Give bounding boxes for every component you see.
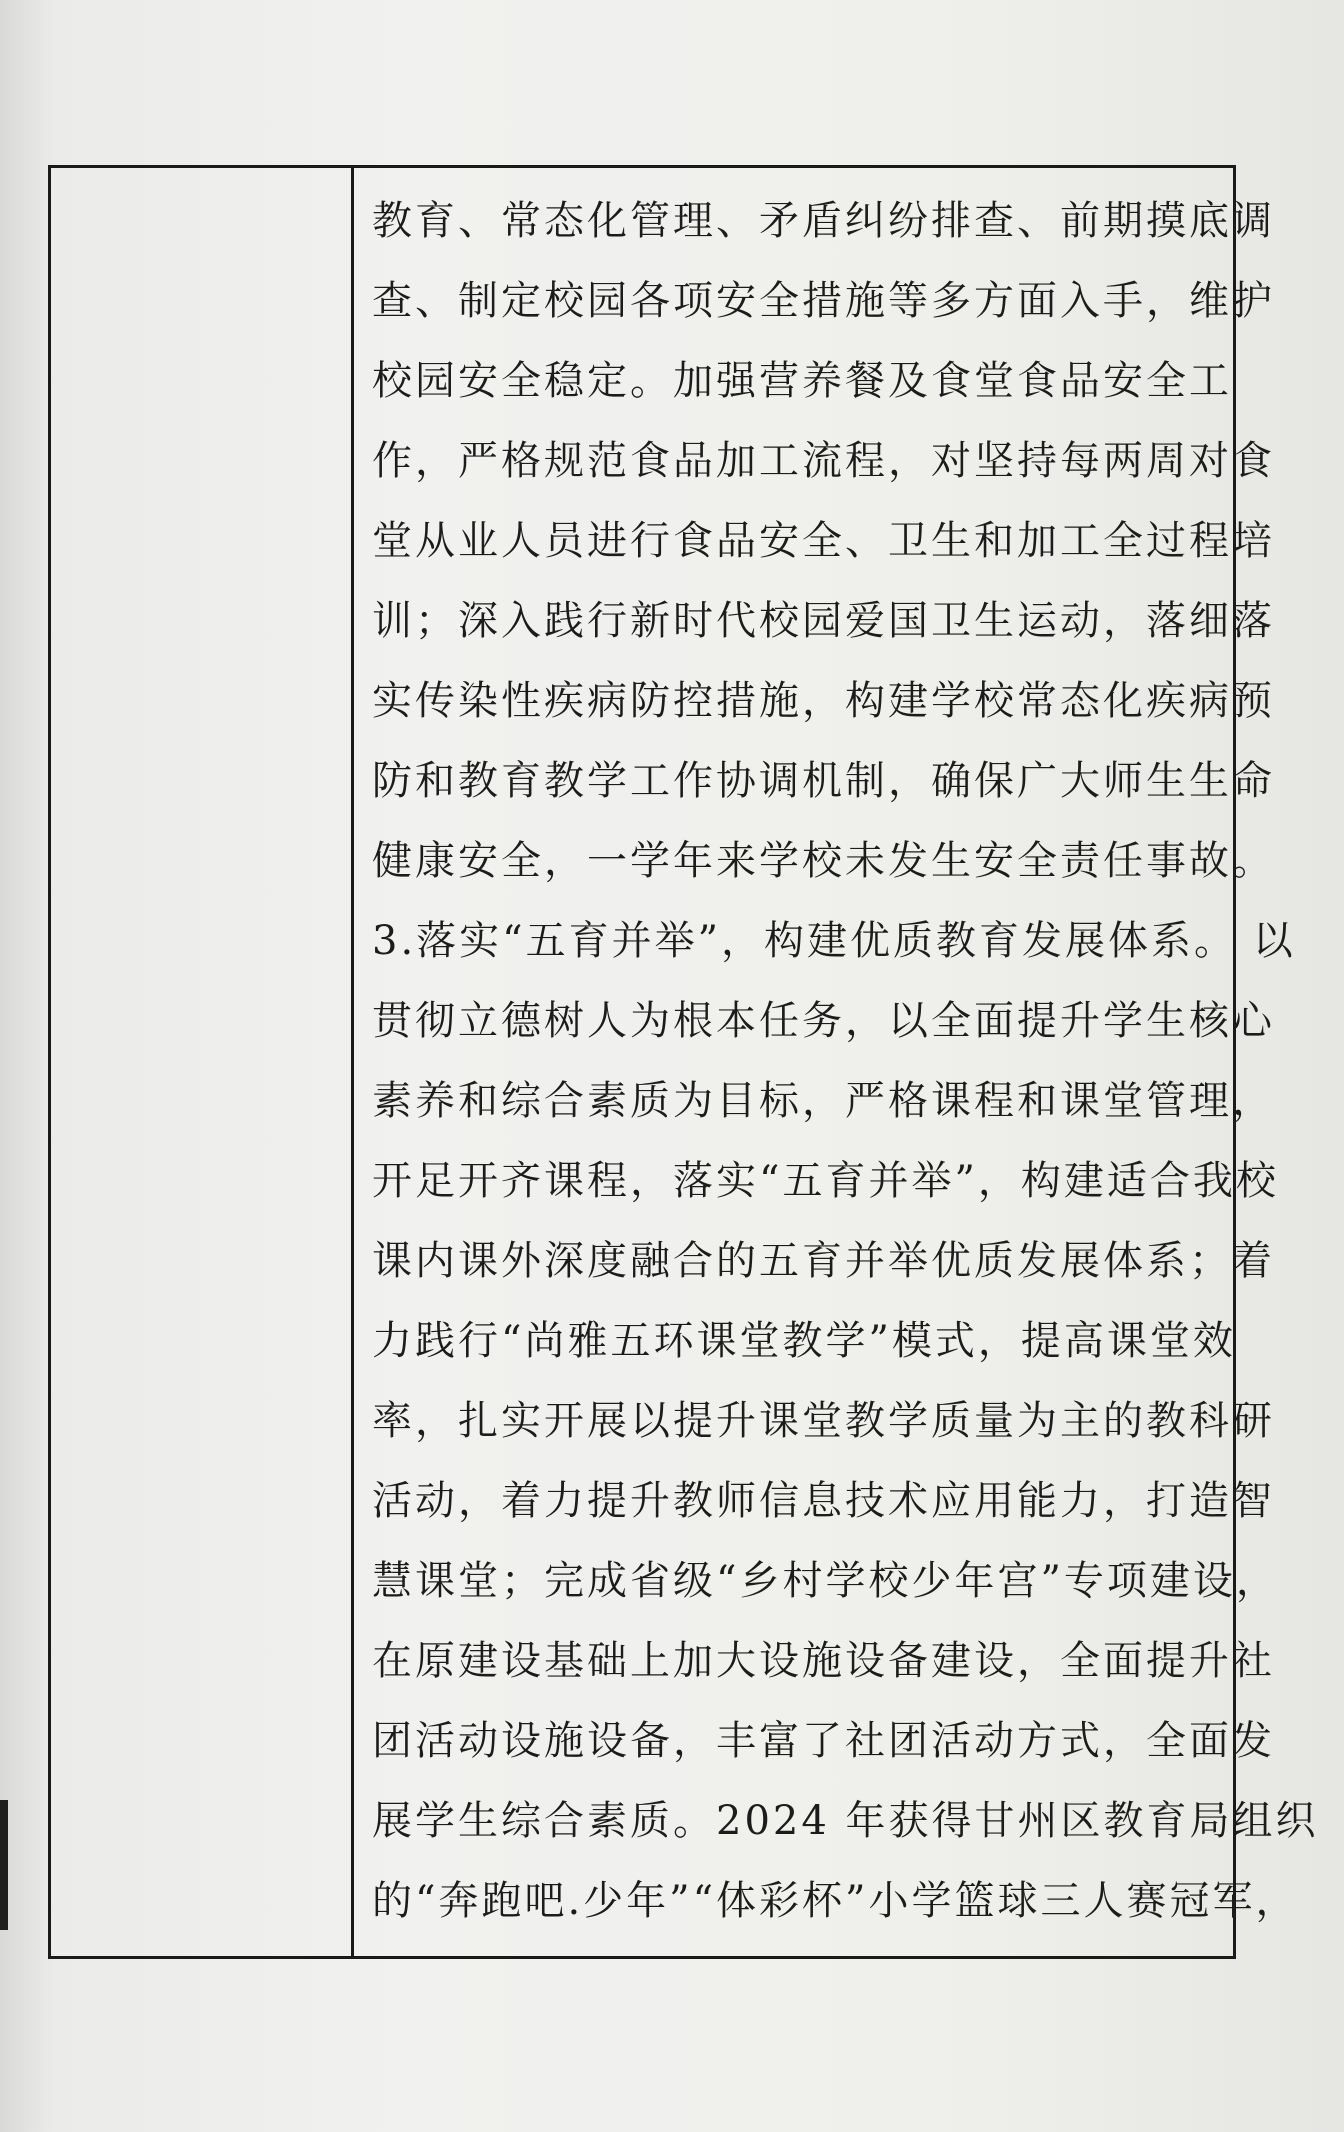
text-line-17: 活动，着力提升教师信息技术应用能力，打造智 xyxy=(372,1478,1275,1524)
text-line-19: 在原建设基础上加大设施设备建设，全面提升社 xyxy=(372,1638,1275,1684)
text-line-3: 校园安全稳定。加强营养餐及食堂食品安全工 xyxy=(372,358,1232,404)
text-line-6: 训；深入践行新时代校园爱国卫生运动，落细落 xyxy=(372,598,1275,644)
text-line-11: 贯彻立德树人为根本任务，以全面提升学生核心 xyxy=(372,998,1275,1044)
text-line-1: 教育、常态化管理、矛盾纠纷排查、前期摸底调 xyxy=(372,198,1275,244)
text-line-18: 慧课堂；完成省级“乡村学校少年宫”专项建设， xyxy=(372,1558,1279,1604)
text-line-10: 3.落实“五育并举”，构建优质教育发展体系。 以 xyxy=(372,918,1296,964)
text-line-2: 查、制定校园各项安全措施等多方面入手，维护 xyxy=(372,278,1275,324)
text-line-21: 展学生综合素质。2024 年获得甘州区教育局组织 xyxy=(372,1798,1319,1844)
text-line-9: 健康安全，一学年来学校未发生安全责任事故。 xyxy=(372,838,1275,884)
scan-edge-shadow xyxy=(0,1800,8,1930)
text-line-4: 作，严格规范食品加工流程，对坚持每两周对食 xyxy=(372,438,1275,484)
text-line-15: 力践行“尚雅五环课堂教学”模式，提高课堂效 xyxy=(372,1318,1236,1364)
text-line-13: 开足开齐课程，落实“五育并举”，构建适合我校 xyxy=(372,1158,1279,1204)
text-line-14: 课内课外深度融合的五育并举优质发展体系；着 xyxy=(372,1238,1275,1284)
report-table xyxy=(48,165,1319,1959)
text-line-7: 实传染性疾病防控措施，构建学校常态化疾病预 xyxy=(372,678,1275,724)
text-line-20: 团活动设施设备，丰富了社团活动方式，全面发 xyxy=(372,1718,1275,1764)
text-line-8: 防和教育教学工作协调机制，确保广大师生生命 xyxy=(372,758,1275,804)
text-line-16: 率，扎实开展以提升课堂教学质量为主的教科研 xyxy=(372,1398,1275,1444)
text-line-12: 素养和综合素质为目标，严格课程和课堂管理， xyxy=(372,1078,1275,1124)
table-right-cell xyxy=(354,168,1319,1956)
table-left-cell xyxy=(51,168,354,1956)
text-line-5: 堂从业人员进行食品安全、卫生和加工全过程培 xyxy=(372,518,1275,564)
text-line-22: 的“奔跑吧.少年”“体彩杯”小学篮球三人赛冠军， xyxy=(372,1878,1299,1924)
